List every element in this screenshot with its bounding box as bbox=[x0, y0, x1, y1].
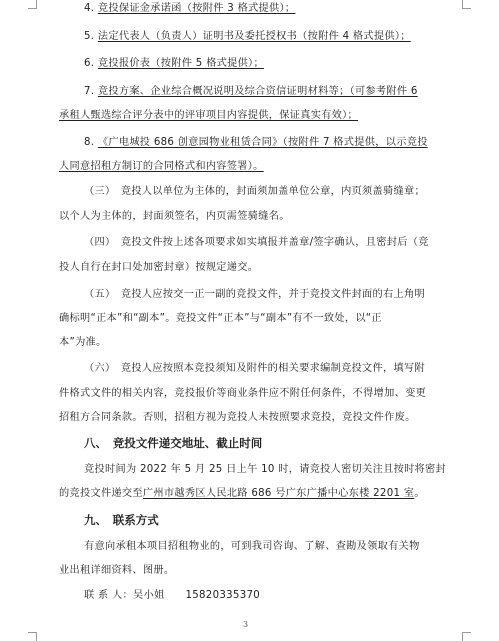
list-item-7-cont: 承租人甄选综合评分表中的评审项目内容提供，保证真实有效）； bbox=[59, 110, 359, 121]
paragraph-5-line2: 确标明“正本”和“副本”。竞投文件“正本”与“副本”有不一致处，以“正 bbox=[59, 313, 382, 324]
section-8-heading: 八、 竞投文件递交地址、截止时间 bbox=[84, 436, 263, 450]
list-item-5: 5. 法定代表人（负责人）证明书及委托授权书（按附件 4 格式提供）； bbox=[84, 31, 411, 42]
paragraph-3-line1: （三） 竞投人以单位为主体的，封面须加盖单位公章，内页须盖骑缝章； bbox=[84, 186, 425, 197]
paragraph-4-line1: （四） 竞投文件按上述各项要求如实填报并盖章/签字确认，且密封后（竞 bbox=[84, 237, 429, 248]
crop-mark-bottom-left bbox=[28, 632, 37, 641]
paragraph-5-line1: （五） 竞投人应按交一正一副的竞投文件，并于竞投文件封面的右上角明 bbox=[84, 289, 425, 300]
paragraph-6-line3: 招租方合同条款。否则，招租方视为竞投人未按照要求竞投，竞投文件作废。 bbox=[59, 412, 416, 423]
list-item-6: 6. 竞投报价表（按附件 5 格式提供）； bbox=[84, 58, 264, 69]
page-number: 3 bbox=[243, 620, 249, 629]
section-9-line1: 有意向承租本项目招租物业的，可到我司咨询、了解、查勘及领取有关物 bbox=[84, 541, 420, 552]
paragraph-6-line2: 件格式文件的相关内容，竞投报价等商业条件应不附任何条件，不得增加、变更 bbox=[59, 388, 427, 399]
paragraph-3-line2: 以个人为主体的，封面须签名，内页需签骑缝名。 bbox=[59, 211, 290, 222]
section-9-line2: 业出租详细资料、图册。 bbox=[59, 565, 175, 576]
paragraph-6-line1: （六） 竞投人应按照本竞投须知及附件的相关要求编制竞投文件，填写附 bbox=[84, 363, 425, 374]
paragraph-5-line3: 本”为准。 bbox=[59, 337, 107, 348]
list-item-8-cont: 人同意招租方制订的合同格式和内容签署）。 bbox=[59, 161, 264, 172]
paragraph-4-line2: 投人自行在封口处加密封章）按规定递交。 bbox=[59, 262, 259, 273]
crop-mark-bottom-right bbox=[462, 632, 471, 641]
section-8-line2: 的竞投文件递交至广州市越秀区人民北路 686 号广东广播中心东楼 2201 室。 bbox=[59, 488, 425, 499]
section-8-line1: 竞投时间为 2022 年 5 月 25 日上午 10 时，请竞投人密切关注且按时将密封 bbox=[84, 464, 447, 475]
list-item-8: 8. 《广电城投 686 创意园物业租赁合同》（按附件 7 格式提供，以示竞投 bbox=[84, 137, 428, 148]
contact-line: 联 系 人：吴小姐 15820335370 bbox=[84, 590, 261, 601]
section-9-heading: 九、 联系方式 bbox=[84, 513, 159, 527]
list-item-4: 4. 竞投保证金承诺函（按附件 3 格式提供）； bbox=[84, 3, 296, 14]
crop-mark-top-left bbox=[28, 0, 37, 9]
list-item-7: 7. 竞投方案、企业综合概况说明及综合资信证明材料等；（可参考附件 6 bbox=[84, 86, 418, 97]
